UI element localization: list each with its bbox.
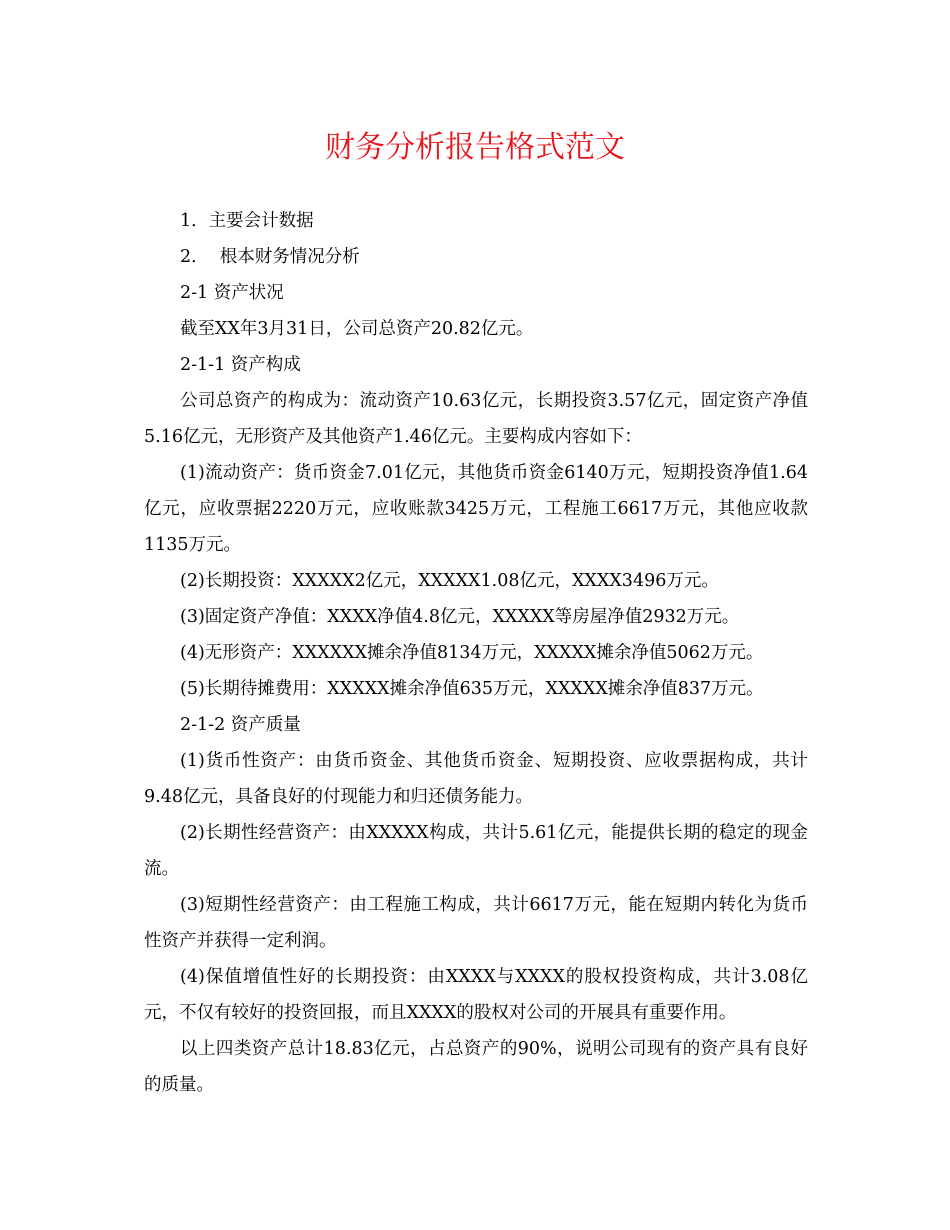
paragraph-17: 以上四类资产总计18.83亿元，占总资产的90%，说明公司现有的资产具有良好的质量。 [144,1039,808,1095]
paragraph-3: 2-1 资产状况 [180,283,284,303]
paragraph-14: (2)长期性经营资产：由XXXXX构成，共计5.61亿元，能提供长期的稳定的现金流。 [144,823,808,879]
paragraph-11: (5)长期待摊费用：XXXXX摊余净值635万元，XXXXX摊余净值837万元。 [180,679,764,699]
paragraph-13: (1)货币性资产：由货币资金、其他货币资金、短期投资、应收票据构成，共计9.48亿元，具备良好的付现能力和归还债务能力。 [144,751,808,807]
paragraph-16: (4)保值增值性好的长期投资：由XXXX与XXXX的股权投资构成，共计3.08亿元，不仅有较好的投资回报，而且XXXX的股权对公司的开展具有重要作用。 [144,967,808,1023]
paragraph-4: 截至XX年3月31日，公司总资产20.82亿元。 [180,319,534,339]
paragraph-2: 2． 根本财务情况分析 [180,247,360,267]
paragraph-10: (4)无形资产：XXXXXX摊余净值8134万元，XXXXX摊余净值5062万元。 [180,643,764,663]
paragraph-1: 1．主要会计数据 [180,211,314,231]
paragraph-15: (3)短期性经营资产：由工程施工构成，共计6617万元，能在短期内转化为货币性资产并获得一定利润。 [144,895,808,951]
paragraph-9: (3)固定资产净值：XXXX净值4.8亿元，XXXXX等房屋净值2932万元。 [180,607,740,627]
paragraph-8: (2)长期投资：XXXXX2亿元，XXXXX1.08亿元，XXXX3496万元。 [180,571,719,591]
paragraph-6: 公司总资产的构成为：流动资产10.63亿元，长期投资3.57亿元，固定资产净值5.16亿元，无形资产及其他资产1.46亿元。主要构成内容如下： [144,391,808,447]
document-body [144,203,808,1103]
paragraph-7: (1)流动资产：货币资金7.01亿元，其他货币资金6140万元，短期投资净值1.64亿元，应收票据2220万元，应收账款3425万元，工程施工6617万元，其他应收款1135万元。 [144,463,808,555]
document-title: 财务分析报告格式范文 [325,130,625,165]
paragraph-12: 2-1-2 资产质量 [180,715,301,735]
paragraph-5: 2-1-1 资产构成 [180,355,301,375]
